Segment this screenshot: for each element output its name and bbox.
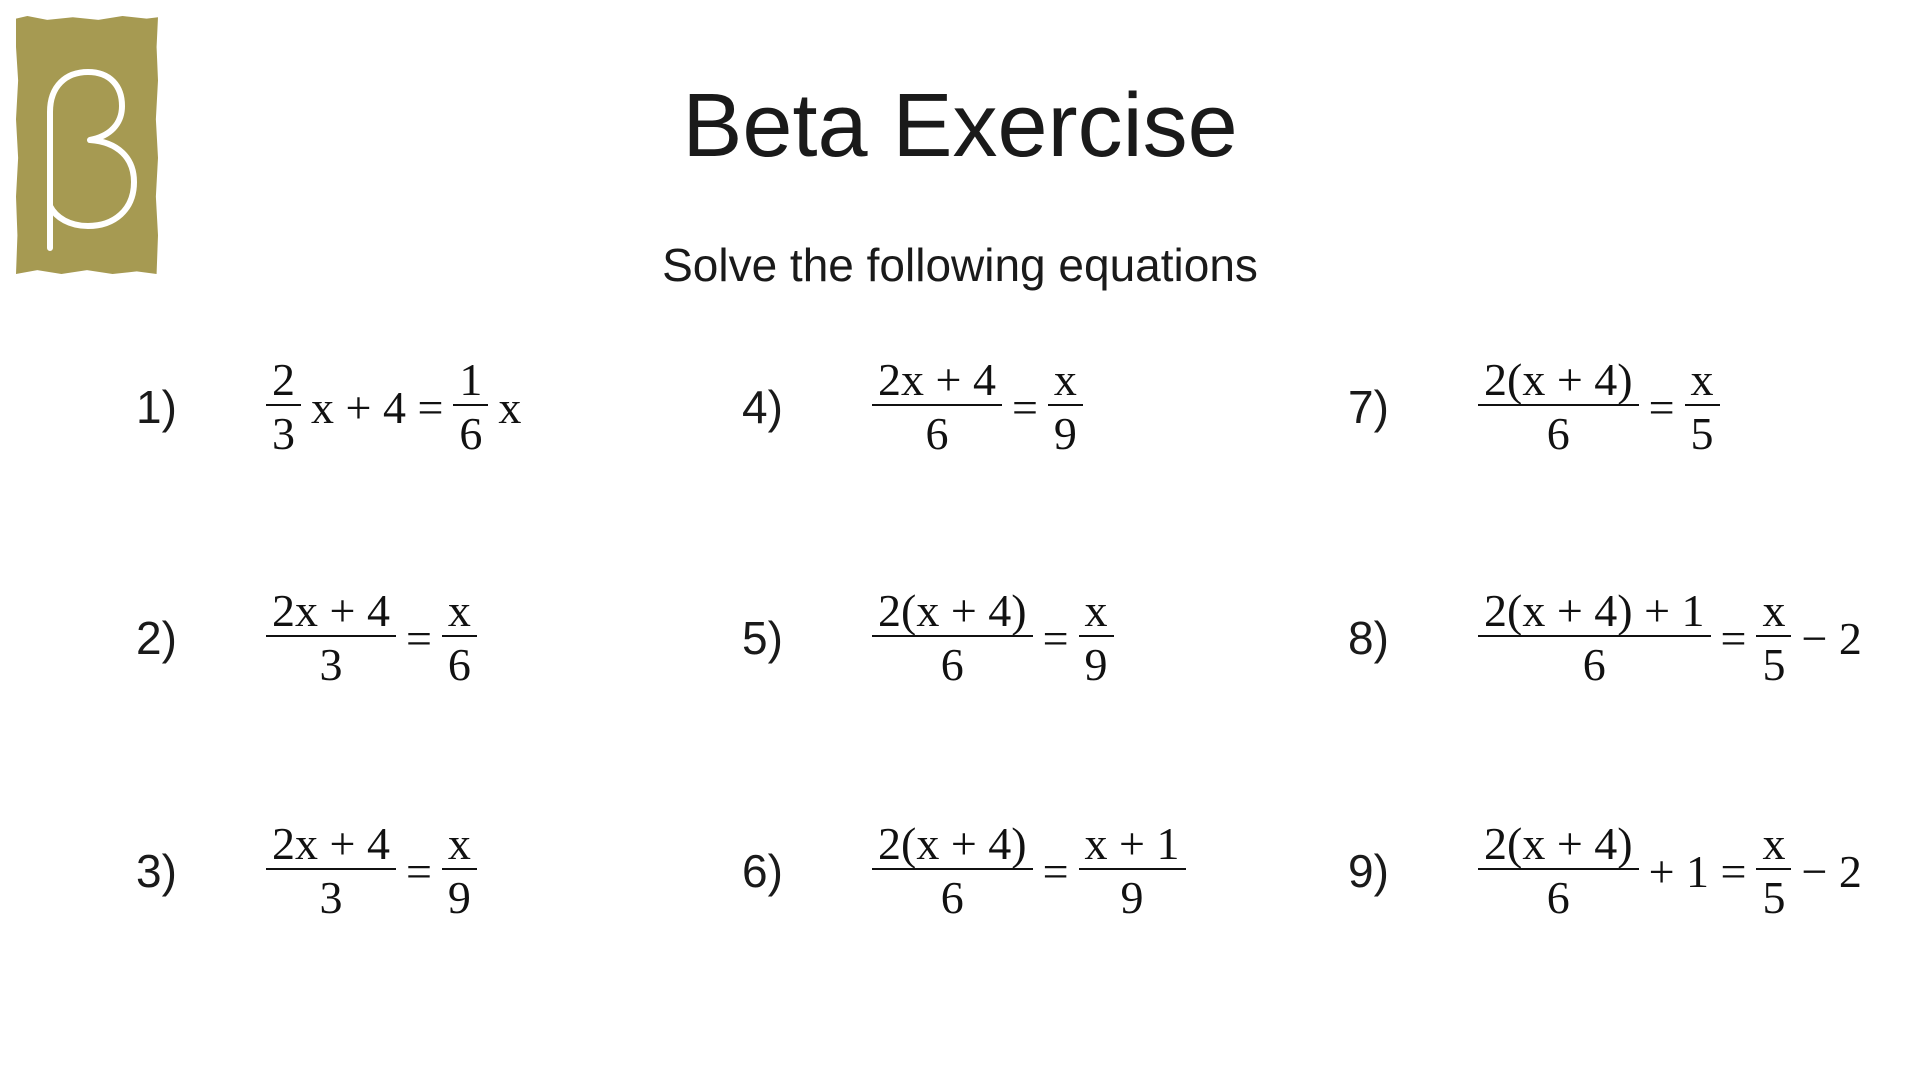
equation bbox=[866, 587, 1120, 689]
exercise-5 bbox=[742, 573, 1120, 703]
exercise-number: 8) bbox=[1348, 612, 1389, 664]
denominator: 6 bbox=[453, 404, 488, 458]
equation bbox=[866, 356, 1089, 458]
equation-middle: = bbox=[1720, 612, 1747, 664]
numerator: 2(x + 4) bbox=[878, 585, 1027, 636]
equation-tail: − 2 bbox=[1801, 612, 1862, 664]
numerator: 2 bbox=[272, 354, 295, 405]
exercise-number: 6) bbox=[742, 845, 783, 897]
exercise-number: 5) bbox=[742, 612, 783, 664]
equation bbox=[1472, 587, 1866, 689]
equation-middle: = bbox=[1042, 845, 1069, 897]
numerator: x bbox=[1690, 354, 1714, 405]
denominator: 5 bbox=[1756, 635, 1791, 689]
denominator: 6 bbox=[872, 635, 1033, 689]
fraction bbox=[872, 820, 1033, 922]
exercise-number: 3) bbox=[136, 845, 177, 897]
fraction bbox=[453, 356, 488, 458]
equation-middle: = bbox=[405, 612, 432, 664]
numerator: x bbox=[1084, 585, 1108, 636]
numerator: 1 bbox=[459, 354, 483, 405]
fraction bbox=[1478, 820, 1639, 922]
exercise-number: 7) bbox=[1348, 381, 1389, 433]
equation bbox=[1472, 356, 1726, 458]
numerator: 2(x + 4) bbox=[878, 818, 1027, 869]
denominator: 5 bbox=[1685, 404, 1720, 458]
fraction bbox=[442, 820, 477, 922]
exercise-3 bbox=[136, 806, 483, 936]
equation bbox=[260, 820, 483, 922]
fraction bbox=[1478, 587, 1711, 689]
numerator: x bbox=[1762, 585, 1786, 636]
fraction bbox=[872, 356, 1002, 458]
equation bbox=[260, 356, 525, 458]
denominator: 9 bbox=[1048, 404, 1083, 458]
denominator: 3 bbox=[266, 404, 301, 458]
numerator: x bbox=[1762, 818, 1786, 869]
fraction bbox=[266, 587, 396, 689]
denominator: 6 bbox=[1478, 404, 1639, 458]
exercise-1 bbox=[136, 342, 525, 472]
numerator: x bbox=[447, 818, 471, 869]
denominator: 6 bbox=[1478, 635, 1711, 689]
denominator: 6 bbox=[1478, 868, 1639, 922]
fraction bbox=[1685, 356, 1720, 458]
denominator: 6 bbox=[872, 868, 1033, 922]
numerator: 2(x + 4) bbox=[1484, 354, 1633, 405]
numerator: 2x + 4 bbox=[878, 354, 996, 405]
equation-tail: x bbox=[498, 381, 522, 433]
numerator: 2x + 4 bbox=[272, 818, 390, 869]
page-title: Beta Exercise bbox=[682, 76, 1238, 176]
exercise-4 bbox=[742, 342, 1089, 472]
exercise-2 bbox=[136, 573, 483, 703]
fraction bbox=[1079, 587, 1114, 689]
numerator: 2x + 4 bbox=[272, 585, 390, 636]
equation bbox=[866, 820, 1192, 922]
exercise-6 bbox=[742, 806, 1192, 936]
equation-middle: x + 4 = bbox=[311, 381, 444, 433]
exercise-number: 4) bbox=[742, 381, 783, 433]
denominator: 6 bbox=[872, 404, 1002, 458]
fraction bbox=[442, 587, 477, 689]
exercise-9 bbox=[1348, 806, 1866, 936]
denominator: 5 bbox=[1756, 868, 1791, 922]
denominator: 6 bbox=[442, 635, 477, 689]
fraction bbox=[1756, 587, 1791, 689]
exercise-number: 2) bbox=[136, 612, 177, 664]
fraction bbox=[266, 356, 301, 458]
equation-middle: = bbox=[405, 845, 432, 897]
fraction bbox=[872, 587, 1033, 689]
exercise-8 bbox=[1348, 573, 1866, 703]
numerator: x bbox=[1053, 354, 1077, 405]
exercise-number: 1) bbox=[136, 381, 177, 433]
instructions: Solve the following equations bbox=[662, 239, 1258, 291]
equation-tail: − 2 bbox=[1801, 845, 1862, 897]
denominator: 3 bbox=[266, 635, 396, 689]
fraction bbox=[266, 820, 396, 922]
equation-middle: = bbox=[1011, 381, 1038, 433]
denominator: 9 bbox=[1079, 868, 1186, 922]
numerator: 2(x + 4) bbox=[1484, 818, 1633, 869]
denominator: 9 bbox=[1079, 635, 1114, 689]
fraction bbox=[1048, 356, 1083, 458]
exercise-number: 9) bbox=[1348, 845, 1389, 897]
equation-middle: = bbox=[1042, 612, 1069, 664]
exercise-7 bbox=[1348, 342, 1726, 472]
numerator: x + 1 bbox=[1084, 818, 1180, 869]
fraction bbox=[1079, 820, 1186, 922]
fraction bbox=[1756, 820, 1791, 922]
equation bbox=[1472, 820, 1866, 922]
denominator: 9 bbox=[442, 868, 477, 922]
numerator: x bbox=[447, 585, 471, 636]
equation-middle: = bbox=[1648, 381, 1675, 433]
numerator: 2(x + 4) + 1 bbox=[1484, 585, 1705, 636]
denominator: 3 bbox=[266, 868, 396, 922]
fraction bbox=[1478, 356, 1639, 458]
equation bbox=[260, 587, 483, 689]
equation-middle: + 1 = bbox=[1648, 845, 1747, 897]
